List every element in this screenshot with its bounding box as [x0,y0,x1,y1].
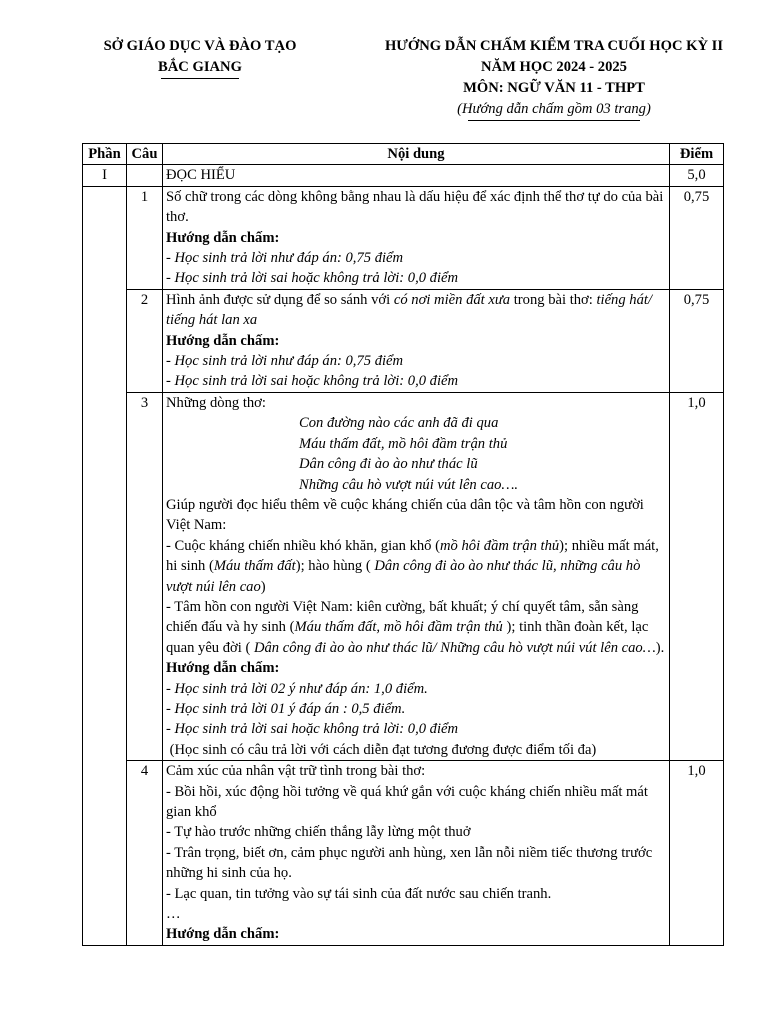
answer-fragment: ); nhiều mất mát, hi sinh ( [166,537,659,575]
guide-label: Hướng dẫn chấm: [166,926,280,943]
question-content [163,761,670,946]
answer-bullet: - Tự hào trước những chiến thắng lẫy lừng một thuở [166,824,471,841]
answer-quote: mồ hôi đầm trận thủ [439,537,560,554]
guide-item: - Học sinh trả lời như đáp án: 0,75 điểm [166,250,404,267]
question-score: 0,75 [670,289,724,392]
section-title: ĐỌC HIỂU [163,165,670,186]
answer-paragraph: Giúp người đọc hiểu thêm về cuộc kháng chiến của dân tộc và tâm hồn con người Việt Nam: [166,496,644,534]
section-row [83,165,724,186]
guide-label: Hướng dẫn chấm: [166,660,280,677]
answer-text [166,290,666,331]
header-organization [82,36,318,79]
doc-subject: MÔN: NGỮ VĂN 11 - THPT [463,80,645,96]
guide-item: - Học sinh trả lời sai hoặc không trả lời: 0,0 điểm [166,721,459,738]
question-score: 0,75 [670,186,724,289]
table-row [83,186,724,289]
guide-item: - Học sinh trả lời 02 ý như đáp án: 1,0 điểm. [166,680,428,697]
guide-item: - Học sinh trả lời 01 ý đáp án : 0,5 điểm. [166,700,406,717]
answer-fragment: ) [260,578,266,595]
answer-quote: có nơi miền đất xưa [393,291,511,308]
org-underline [161,78,239,79]
header-document-title [356,36,752,121]
question-number: 2 [127,289,163,392]
answer-bullet: - Trân trọng, biết ơn, cảm phục người anh hùng, xen lẫn nỗi niềm tiếc thương trước những hi sinh của họ. [166,844,653,882]
answer-ellipsis: … [166,906,181,923]
doc-page-count: (Hướng dẫn chấm gồm 03 trang) [457,101,651,117]
table-row [83,761,724,946]
question-number: 3 [127,392,163,760]
question-number: 4 [127,761,163,946]
answer-fragment: Hình ảnh được sử dụng để so sánh với [166,291,394,308]
answer-bullet: - Lạc quan, tin tưởng vào sự tái sinh của đất nước sau chiến tranh. [166,885,552,902]
poem-line: Dân công đi ào ào như thác lũ [299,456,478,473]
answer-fragment: - Tâm hồn con người Việt Nam: kiên cường, bất khuất; ý chí quyết tâm, sẵn sàng chiến đấu và hy sinh ( [166,598,639,636]
guide-label: Hướng dẫn chấm: [166,229,280,246]
answer-intro: Những dòng thơ: [166,394,266,411]
answer-quote: Máu thấm đất, mồ hôi đầm trận thủ [294,619,503,636]
answer-quote: tiếng hát/ tiếng hát lan xa [166,291,653,329]
answer-fragment: ); hào hùng ( [295,558,375,575]
guide-item: - Học sinh trả lời sai hoặc không trả lời: 0,0 điểm [166,373,459,390]
answer-quote: Dân công đi ào ào như thác lũ, những câu hò vượt núi lên cao [166,558,641,595]
answer-quote: Máu thấm đất [213,558,296,575]
col-header-diem: Điểm [670,144,724,165]
guide-note: (Học sinh có câu trả lời với cách diễn đạt tương đương được điểm tối đa) [166,741,597,758]
grading-table [82,143,724,946]
poem-line: Máu thấm đất, mồ hôi đầm trận thủ [299,435,508,452]
question-content [163,186,670,289]
poem-line: Những câu hò vượt núi vút lên cao…. [299,476,519,493]
question-content [163,392,670,760]
answer-fragment: ). [655,639,665,656]
answer-bullet [166,536,666,597]
guide-item: - Học sinh trả lời như đáp án: 0,75 điểm [166,353,404,370]
answer-text: Số chữ trong các dòng không bằng nhau là dấu hiệu để xác định thể thơ tự do của bài thơ. [166,188,664,226]
question-content [163,289,670,392]
org-province: BẮC GIANG [158,59,242,75]
doc-school-year: NĂM HỌC 2024 - 2025 [481,59,627,75]
guide-label: Hướng dẫn chấm: [166,332,280,349]
col-header-cau: Câu [127,144,163,165]
col-header-noi-dung: Nội dung [163,144,670,165]
section-empty-cell [127,165,163,186]
section-score: 5,0 [670,165,724,186]
poem-line: Con đường nào các anh đã đi qua [299,415,499,432]
answer-fragment: - Cuộc kháng chiến nhiều khó khăn, gian khổ ( [166,537,440,554]
doc-title: HƯỚNG DẪN CHẤM KIỂM TRA CUỐI HỌC KỲ II [384,38,724,54]
answer-intro: Cảm xúc của nhân vật trữ tình trong bài thơ: [166,763,426,780]
question-score: 1,0 [670,392,724,760]
section-number: I [83,165,127,186]
answer-bullet: - Bồi hồi, xúc động hồi tưởng về quá khứ gắn với cuộc kháng chiến nhiều mất mát gian khổ [166,783,648,820]
answer-quote: Dân công đi ào ào như thác lũ/ Những câu hò vượt núi vút lên cao… [253,639,656,656]
answer-fragment: trong bài thơ: [510,291,597,308]
org-department: SỞ GIÁO DỤC VÀ ĐÀO TẠO [103,38,297,54]
answer-bullet [166,597,666,658]
table-header-row [83,144,724,165]
answer-fragment: ); tinh thần đoàn kết, lạc quan yêu đời ( [166,619,649,656]
phan-empty-cell [83,186,127,945]
guide-item: - Học sinh trả lời sai hoặc không trả lời: 0,0 điểm [166,270,459,287]
col-header-phan: Phần [83,144,127,165]
table-row [83,289,724,392]
table-row [83,392,724,760]
title-underline [468,120,640,121]
question-number: 1 [127,186,163,289]
question-score: 1,0 [670,761,724,946]
